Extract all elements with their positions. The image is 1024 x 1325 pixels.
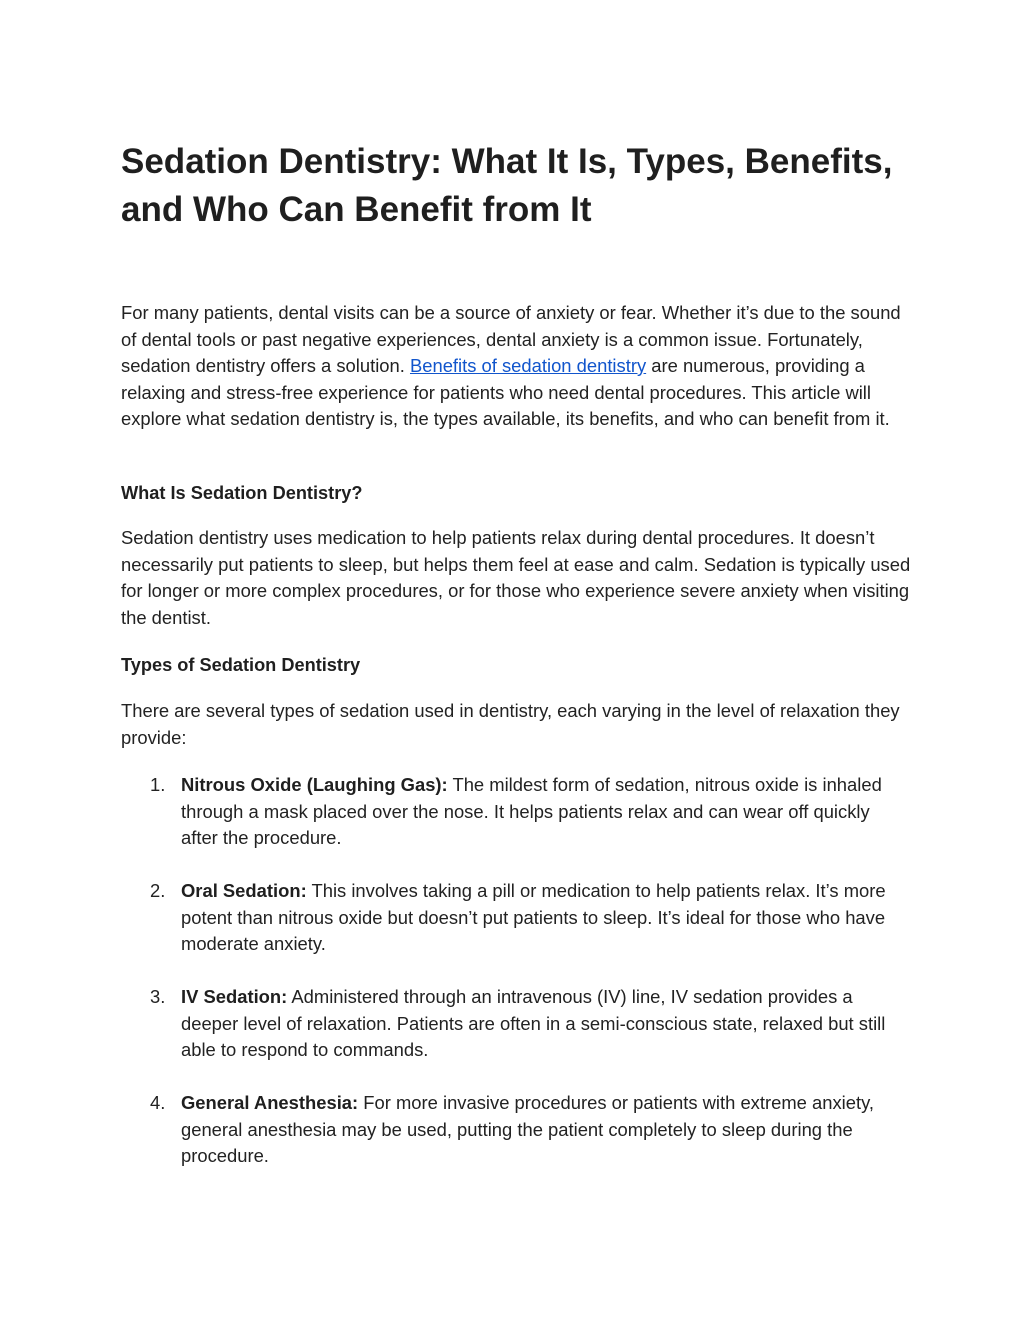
list-item-term: Oral Sedation: — [181, 880, 307, 901]
list-item-term: IV Sedation: — [181, 986, 288, 1007]
list-number: 2. — [150, 880, 166, 901]
list-item-text: This involves taking a pill or medication to help patients relax. It’s more potent than nitrous oxide but doesn’t put patients to sleep. It’s ideal for those who have moderate anxiety. — [181, 880, 886, 954]
section-body-types: There are several types of sedation used in dentistry, each varying in the level of relaxation they provide: — [121, 700, 900, 748]
list-item-body — [181, 984, 903, 1064]
benefits-of-sedation-dentistry-link[interactable]: Benefits of sedation dentistry — [409, 355, 647, 376]
intro-text-before-link: For many patients, dental visits can be a source of anxiety or fear. Whether it’s due to the sound of dental tools or past negative experiences, dental anxiety is a common issue. Fortunately, sedation dentistry offers a solution. — [121, 302, 901, 376]
intro-paragraph — [121, 300, 911, 433]
section-heading-types: Types of Sedation Dentistry — [121, 655, 361, 675]
list-number: 1. — [150, 774, 166, 795]
list-item-text: For more invasive procedures or patients with extreme anxiety, general anesthesia may be used, putting the patient completely to sleep during the procedure. — [181, 1092, 875, 1166]
list-number: 4. — [150, 1092, 166, 1113]
list-item-body — [181, 878, 903, 958]
list-item-text: The mildest form of sedation, nitrous oxide is inhaled through a mask placed over the nose. It helps patients relax and can wear off quickly after the procedure. — [181, 774, 882, 848]
list-item-body — [181, 772, 903, 852]
list-item-term: Nitrous Oxide (Laughing Gas): — [181, 774, 448, 795]
intro-text-after-link: are numerous, providing a relaxing and stress-free experience for patients who need dental procedures. This article will explore what sedation dentistry is, the types available, its benefits, and who can benefit from it. — [121, 355, 890, 429]
section-heading-what-is: What Is Sedation Dentistry? — [121, 483, 363, 503]
list-number: 3. — [150, 986, 166, 1007]
list-item-text: Administered through an intravenous (IV) line, IV sedation provides a deeper level of relaxation. Patients are often in a semi-conscious state, relaxed but still able to respond to commands. — [181, 986, 886, 1060]
page-title: Sedation Dentistry: What It Is, Types, Benefits, and Who Can Benefit from It — [121, 142, 893, 229]
section-body-what-is: Sedation dentistry uses medication to help patients relax during dental procedures. It doesn’t necessarily put patients to sleep, but helps them feel at ease and calm. Sedation is typically used for longer or more complex procedures, or for those who experience severe anxiety when visiting the dentist. — [121, 527, 911, 628]
list-item-body — [181, 1090, 903, 1170]
list-item-term: General Anesthesia: — [181, 1092, 359, 1113]
